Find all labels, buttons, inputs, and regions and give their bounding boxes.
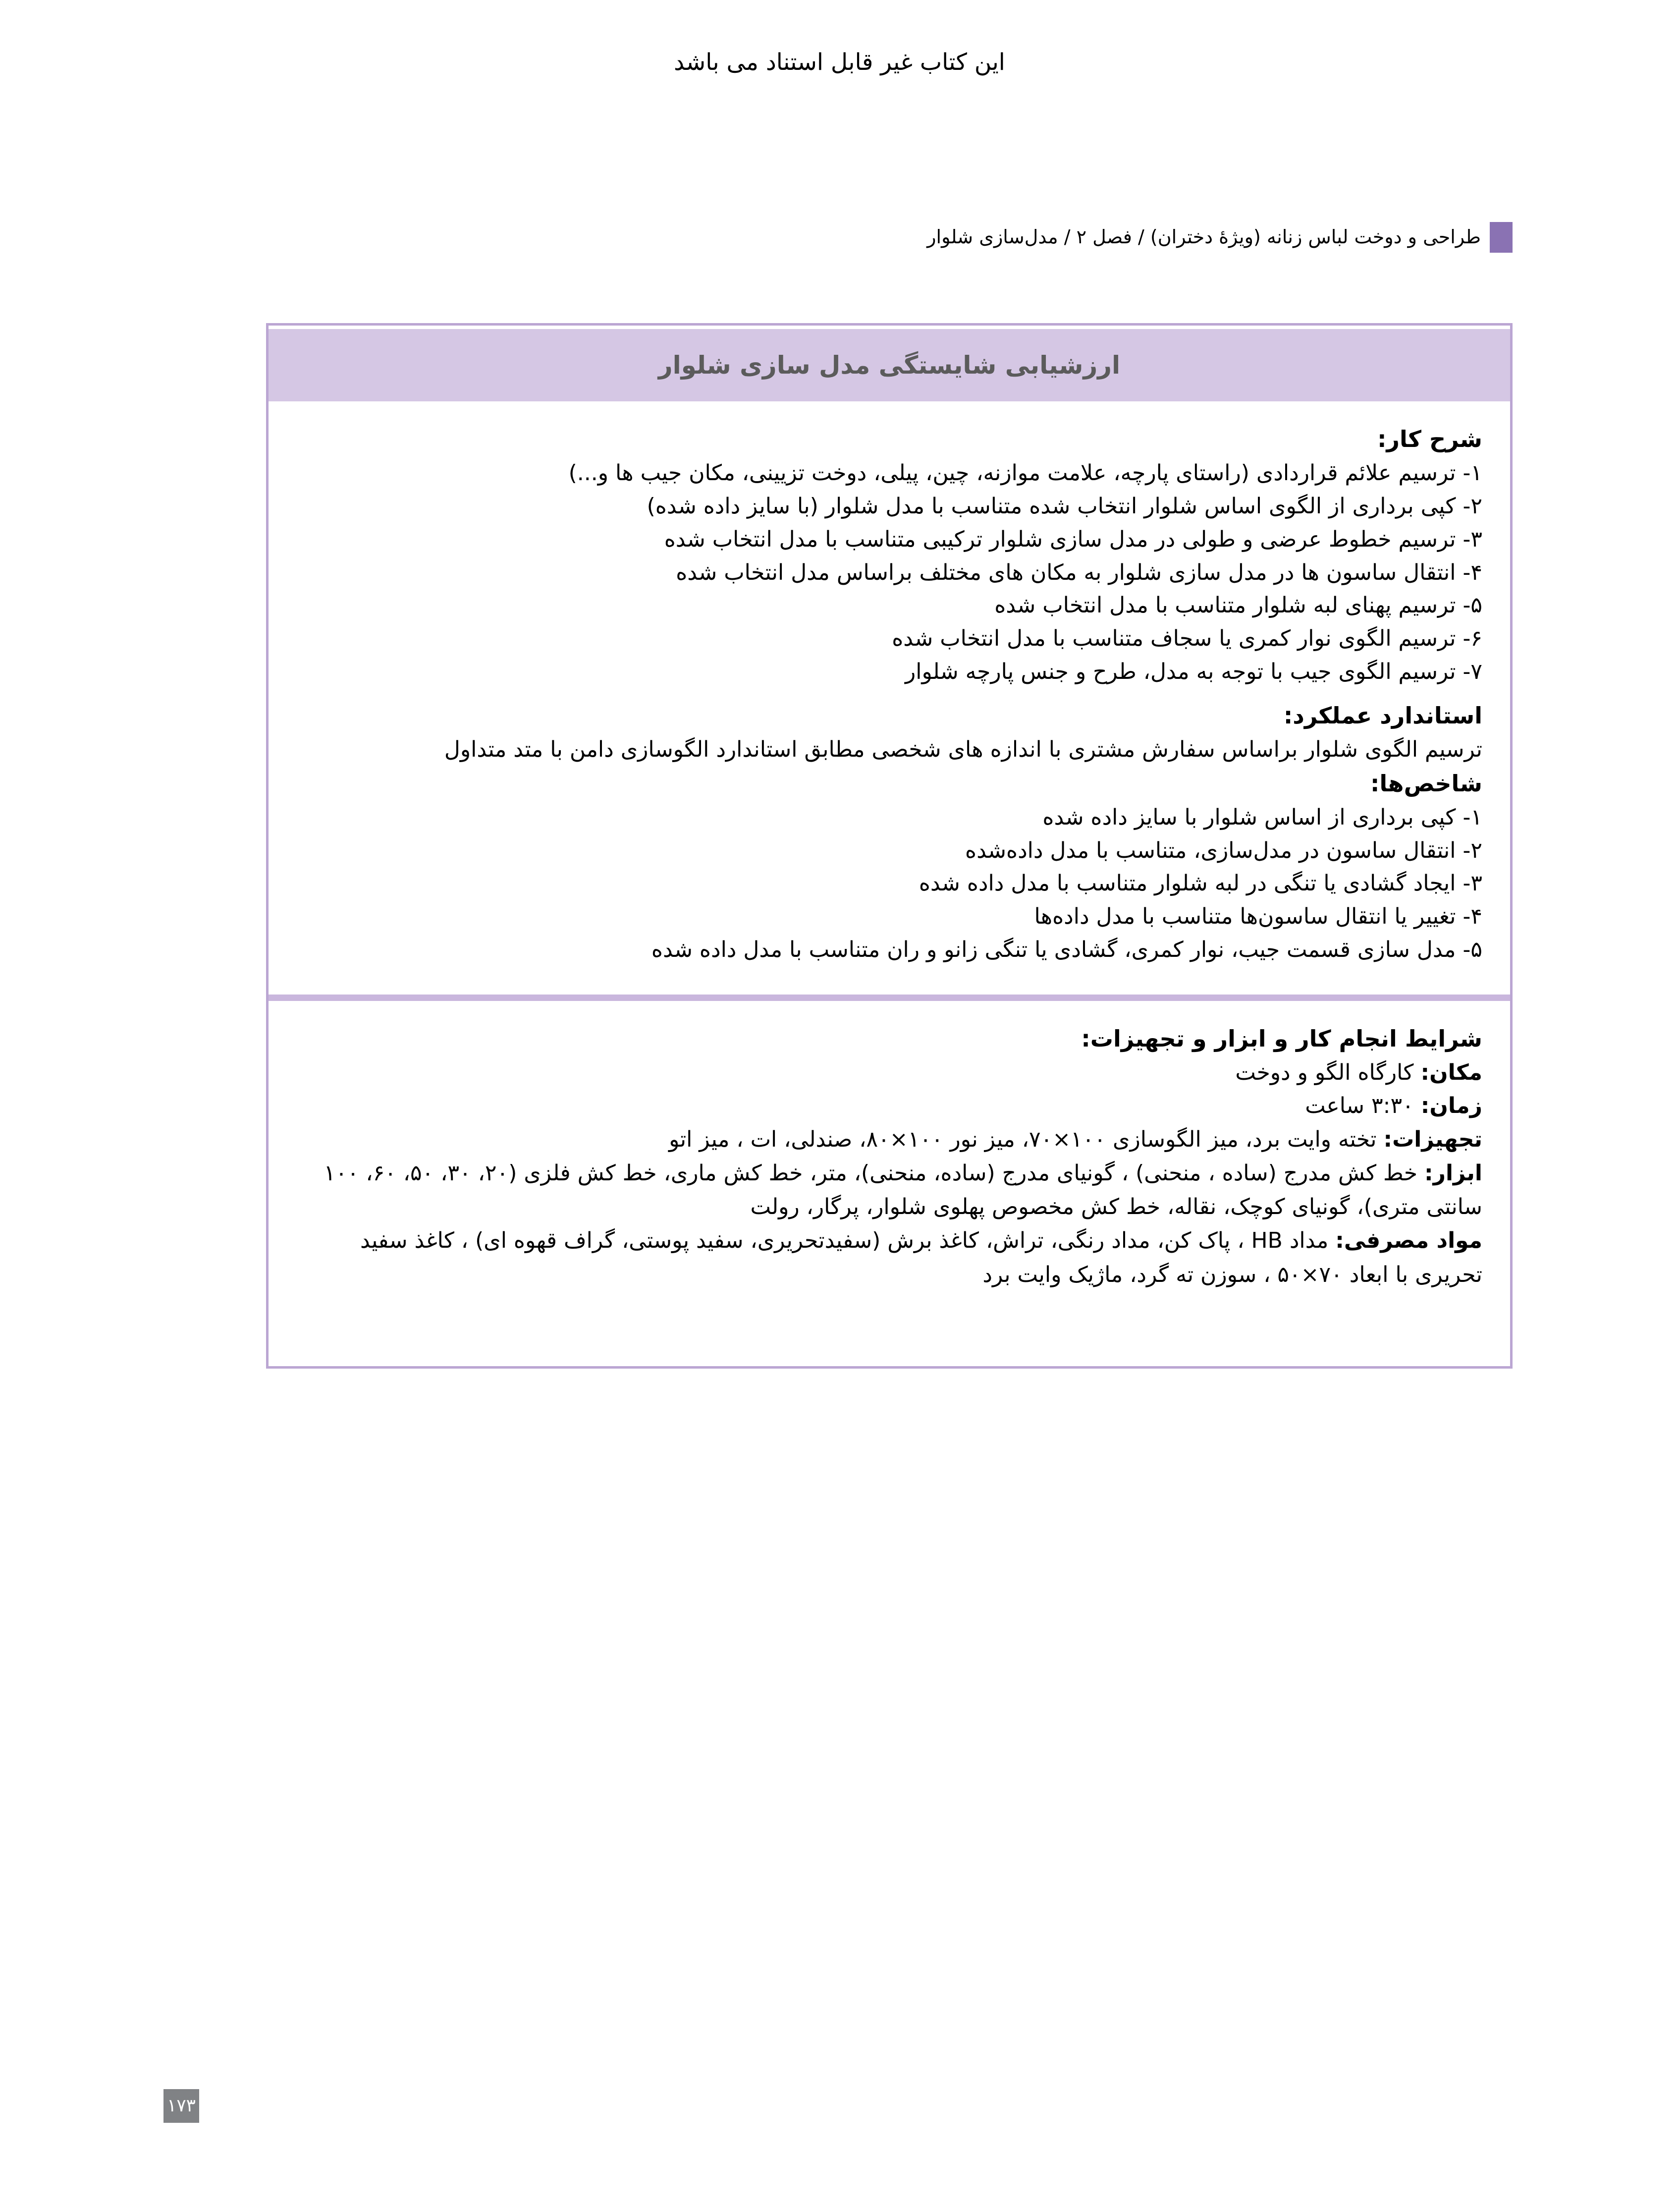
list-item: ۲- انتقال ساسون در مدل‌سازی، متناسب با مدل داده‌شده bbox=[965, 837, 1482, 863]
assessment-bottom-panel bbox=[269, 1001, 1510, 1366]
panel-divider bbox=[269, 995, 1510, 1001]
work-description-list bbox=[296, 457, 1482, 689]
list-item: ۳- ایجاد گشادی یا تنگی در لبه شلوار متناسب با مدل داده شده bbox=[919, 871, 1482, 896]
indicators-list bbox=[296, 801, 1482, 967]
list-item: ۶- ترسیم الگوی نوار کمری یا سجاف متناسب با مدل انتخاب شده bbox=[892, 626, 1482, 652]
row-key: تجهیزات: bbox=[1383, 1126, 1482, 1152]
row-value: کارگاه الگو و دوخت bbox=[1235, 1060, 1421, 1085]
assessment-box bbox=[266, 323, 1513, 1369]
work-conditions-row-location bbox=[296, 1056, 1482, 1090]
work-conditions-row-time bbox=[296, 1090, 1482, 1123]
assessment-top-panel bbox=[269, 401, 1510, 995]
list-item: ۴- انتقال ساسون ها در مدل سازی شلوار به مکان های مختلف براساس مدل انتخاب شده bbox=[676, 559, 1482, 585]
work-description-heading: شرح کار: bbox=[1377, 426, 1482, 452]
row-value: خط کش مدرج (ساده ، منحنی) ، گونیای مدرج (ساده، منحنی)، متر، خط کش ماری، خط کش فلزی (۲۰، ۳۰، ۵۰، ۶۰، ۱۰۰ سانتی متری)، گونیای کوچک، نقاله، خط کش مخصوص پهلوی شلوار، پرگار، رولت bbox=[324, 1160, 1482, 1220]
performance-standard-text: ترسیم الگوی شلوار براساس سفارش مشتری با اندازه های شخصی مطابق استاندارد الگوسازی دامن با متد متداول bbox=[444, 736, 1482, 762]
row-value: تخته وایت برد، میز الگوسازی ۱۰۰×۷۰، میز نور ۱۰۰×۸۰، صندلی، ات ، میز اتو bbox=[669, 1126, 1384, 1152]
list-item: ۱- کپی برداری از اساس شلوار با سایز داده شده bbox=[1042, 804, 1482, 830]
row-key: مواد مصرفی: bbox=[1335, 1228, 1482, 1254]
work-conditions-row-consumables bbox=[296, 1224, 1482, 1291]
purple-square-marker-icon bbox=[1490, 222, 1513, 253]
list-item: ۱- ترسیم علائم قراردادی (راستای پارچه، علامت موازنه، چین، پیلی، دوخت تزیینی، مکان جیب ها و...) bbox=[568, 460, 1482, 486]
list-item: ۴- تغییر یا انتقال ساسون‌ها متناسب با مدل داده‌ها bbox=[1034, 904, 1482, 930]
assessment-title: ارزشیابی شایستگی مدل سازی شلوار bbox=[658, 351, 1121, 380]
assessment-title-bar bbox=[269, 326, 1510, 401]
running-header-text: طراحی و دوخت لباس زنانه (ویژۀ دختران) / فصل ۲ / مدل‌سازی شلوار bbox=[927, 226, 1481, 248]
work-conditions-heading: شرایط انجام کار و ابزار و تجهیزات: bbox=[1081, 1025, 1482, 1052]
running-header bbox=[927, 222, 1513, 253]
list-item: ۵- مدل سازی قسمت جیب، نوار کمری، گشادی یا تنگی زانو و ران متناسب با مدل داده شده bbox=[651, 937, 1482, 963]
row-value: مداد HB ، پاک کن، مداد رنگی، تراش، کاغذ برش (سفیدتحریری، سفید پوستی، گراف قهوه ای) ، کاغذ سفید تحریری با ابعاد ۷۰×۵۰ ، سوزن ته گرد، ماژیک وایت برد bbox=[360, 1228, 1482, 1287]
row-key: زمان: bbox=[1420, 1093, 1482, 1118]
row-key: ابزار: bbox=[1424, 1160, 1482, 1186]
indicators-heading: شاخص‌ها: bbox=[1370, 770, 1482, 797]
work-conditions-row-equipment bbox=[296, 1123, 1482, 1157]
list-item: ۵- ترسیم پهنای لبه شلوار متناسب با مدل انتخاب شده bbox=[994, 593, 1482, 618]
list-item: ۳- ترسیم خطوط عرضی و طولی در مدل سازی شلوار ترکیبی متناسب با مدل انتخاب شده bbox=[664, 526, 1482, 552]
page-number: ۱۷۳ bbox=[163, 2089, 199, 2123]
row-key: مکان: bbox=[1420, 1060, 1482, 1085]
performance-standard-heading: استاندارد عملکرد: bbox=[1283, 702, 1482, 729]
row-value: ۳:۳۰ ساعت bbox=[1305, 1093, 1421, 1118]
list-item: ۲- کپی برداری از الگوی اساس شلوار انتخاب شده متناسب با مدل شلوار (با سایز داده شده) bbox=[647, 493, 1482, 519]
non-citable-notice: این کتاب غیر قابل استناد می باشد bbox=[674, 49, 1005, 76]
work-conditions-row-tools bbox=[296, 1157, 1482, 1224]
list-item: ۷- ترسیم الگوی جیب با توجه به مدل، طرح و جنس پارچه شلوار bbox=[905, 659, 1482, 685]
